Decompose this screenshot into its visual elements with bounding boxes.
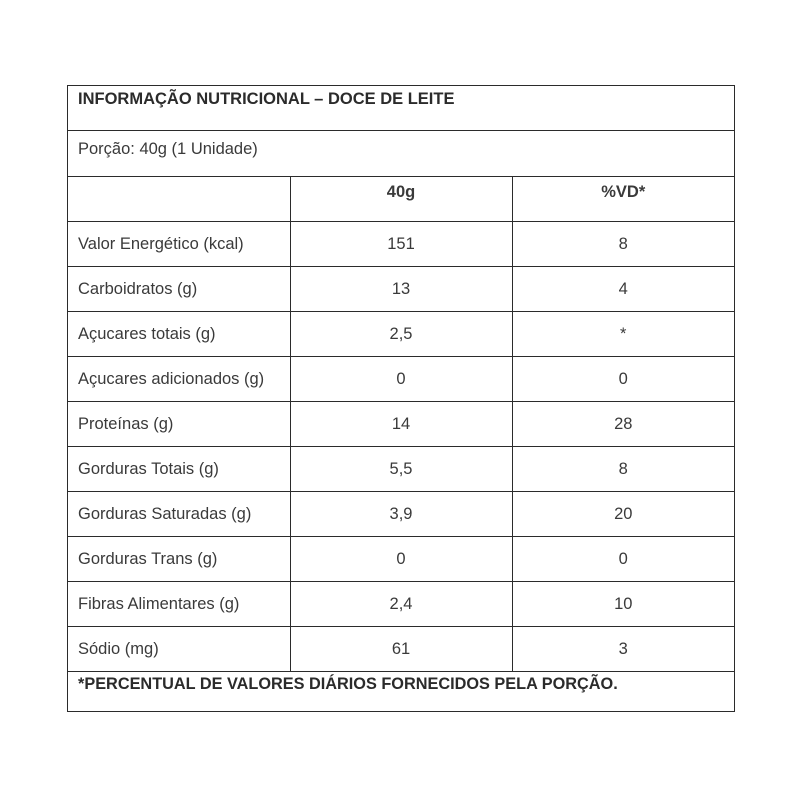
nutrient-daily-value: 8 bbox=[512, 221, 734, 266]
header-daily-value: %VD* bbox=[512, 176, 734, 221]
table-row bbox=[68, 311, 734, 356]
nutrition-table bbox=[68, 86, 734, 717]
nutrient-daily-value: 28 bbox=[512, 401, 734, 446]
table-row bbox=[68, 536, 734, 581]
nutrient-amount: 2,5 bbox=[290, 311, 512, 356]
serving-row bbox=[68, 130, 734, 176]
nutrition-facts-table bbox=[67, 85, 735, 712]
nutrient-daily-value: 0 bbox=[512, 356, 734, 401]
nutrient-daily-value: 10 bbox=[512, 581, 734, 626]
nutrient-daily-value: * bbox=[512, 311, 734, 356]
table-row bbox=[68, 401, 734, 446]
header-row bbox=[68, 176, 734, 221]
nutrient-name: Açucares totais (g) bbox=[68, 311, 290, 356]
nutrient-name: Valor Energético (kcal) bbox=[68, 221, 290, 266]
table-title: INFORMAÇÃO NUTRICIONAL – DOCE DE LEITE bbox=[68, 86, 734, 130]
nutrient-name: Gorduras Totais (g) bbox=[68, 446, 290, 491]
nutrient-name: Sódio (mg) bbox=[68, 626, 290, 671]
serving-size: Porção: 40g (1 Unidade) bbox=[68, 130, 734, 176]
nutrient-name: Gorduras Saturadas (g) bbox=[68, 491, 290, 536]
nutrient-name: Açucares adicionados (g) bbox=[68, 356, 290, 401]
nutrient-daily-value: 4 bbox=[512, 266, 734, 311]
header-empty-cell bbox=[68, 176, 290, 221]
nutrient-amount: 0 bbox=[290, 536, 512, 581]
nutrient-amount: 2,4 bbox=[290, 581, 512, 626]
table-row bbox=[68, 221, 734, 266]
title-row bbox=[68, 86, 734, 130]
nutrient-daily-value: 8 bbox=[512, 446, 734, 491]
nutrient-amount: 5,5 bbox=[290, 446, 512, 491]
table-row bbox=[68, 626, 734, 671]
nutrient-amount: 0 bbox=[290, 356, 512, 401]
nutrient-daily-value: 3 bbox=[512, 626, 734, 671]
table-row bbox=[68, 356, 734, 401]
nutrient-daily-value: 0 bbox=[512, 536, 734, 581]
footnote-row bbox=[68, 671, 734, 717]
nutrient-name: Carboidratos (g) bbox=[68, 266, 290, 311]
table-row bbox=[68, 446, 734, 491]
nutrient-name: Fibras Alimentares (g) bbox=[68, 581, 290, 626]
nutrient-amount: 3,9 bbox=[290, 491, 512, 536]
nutrient-amount: 151 bbox=[290, 221, 512, 266]
table-row bbox=[68, 491, 734, 536]
header-amount: 40g bbox=[290, 176, 512, 221]
table-row bbox=[68, 581, 734, 626]
nutrient-daily-value: 20 bbox=[512, 491, 734, 536]
table-row bbox=[68, 266, 734, 311]
nutrient-amount: 14 bbox=[290, 401, 512, 446]
footnote: *PERCENTUAL DE VALORES DIÁRIOS FORNECIDOS PELA PORÇÃO. bbox=[78, 674, 618, 693]
nutrient-amount: 61 bbox=[290, 626, 512, 671]
nutrient-amount: 13 bbox=[290, 266, 512, 311]
nutrient-name: Gorduras Trans (g) bbox=[68, 536, 290, 581]
nutrient-name: Proteínas (g) bbox=[68, 401, 290, 446]
